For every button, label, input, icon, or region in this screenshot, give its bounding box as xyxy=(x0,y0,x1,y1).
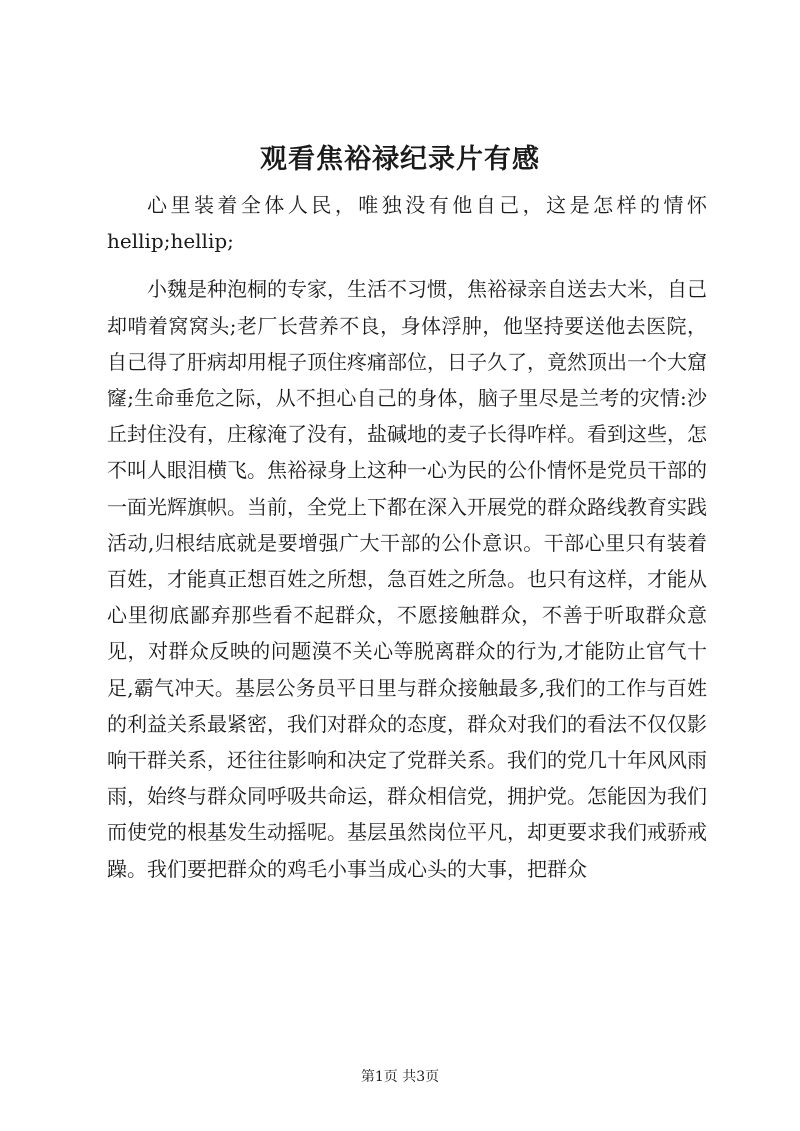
paragraph-main: 小魏是种泡桐的专家，生活不习惯，焦裕禄亲自送去大米，自己却啃着窝窝头;老厂长营养不良，身体浮肿，他坚持要送他去医院，自己得了肝病却用棍子顶住疼痛部位，日子久了，竟然顶出一个大窟窿;生命垂危之际，从不担心自己的身体，脑子里尽是兰考的灾情:沙丘封住没有，庄稼淹了没有，盐碱地的麦子长得咋样。看到这些，怎不叫人眼泪横飞。焦裕禄身上这种一心为民的公仆情怀是党员干部的一面光辉旗帜。当前，全党上下都在深入开展党的群众路线教育实践活动,归根结底就是要增强广大干部的公仆意识。干部心里只有装着百姓，才能真正想百姓之所想，急百姓之所急。也只有这样，才能从心里彻底鄙弃那些看不起群众，不愿接触群众，不善于听取群众意见，对群众反映的问题漠不关心等脱离群众的行为,才能防止官气十足,霸气冲天。基层公务员平日里与群众接触最多,我们的工作与百姓的利益关系最紧密，我们对群众的态度，群众对我们的看法不仅仅影响干群关系，还往往影响和决定了党群关系。我们的党几十年风风雨雨，始终与群众同呼吸共命运，群众相信党，拥护党。怎能因为我们而使党的根基发生动摇呢。基层虽然岗位平凡，却更要求我们戒骄戒躁。我们要把群众的鸡毛小事当成心头的大事，把群众 xyxy=(107,277,707,881)
document-body xyxy=(107,187,707,887)
paragraph-opening: 心里装着全体人民，唯独没有他自己，这是怎样的情怀hellip;hellip; xyxy=(107,193,707,254)
document-title: 观看焦裕禄纪录片有感 xyxy=(260,144,540,175)
page-number-footer: 第1页 共3页 xyxy=(360,1069,440,1085)
